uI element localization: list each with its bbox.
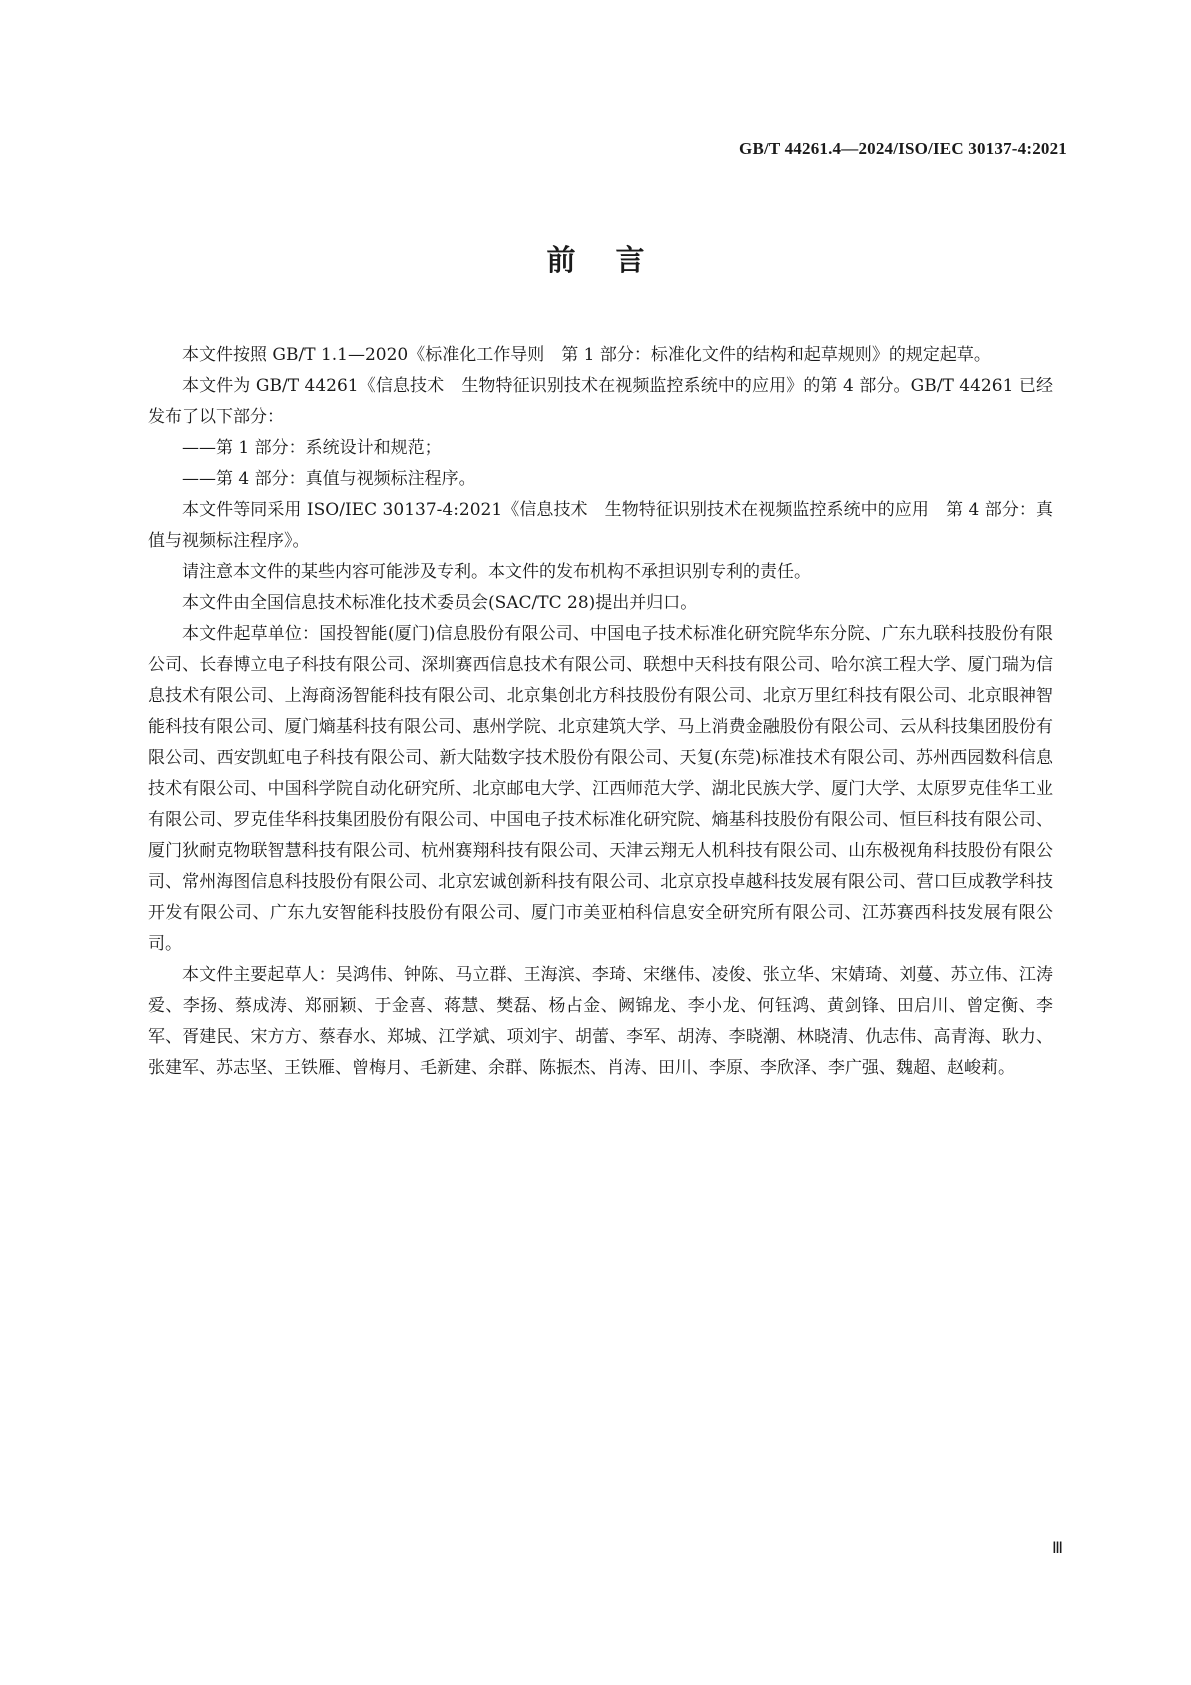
paragraph-drafters: 本文件主要起草人：吴鸿伟、钟陈、马立群、王海滨、李琦、宋继伟、凌俊、张立华、宋婧琦、刘蔓、苏立伟、江涛爱、李扬、蔡成涛、郑丽颖、于金喜、蒋慧、樊磊、杨占金、阙锦龙、李小龙、何钰鸿、黄剑锋、田启川、曾定衡、李军、胥建民、宋方方、蔡春水、郑城、江学斌、项刘宇、胡蕾、李军、胡涛、李晓潮、林晓清、仇志伟、高青海、耿力、张建军、苏志坚、王铁雁、曾梅月、毛新建、余群、陈振杰、肖涛、田川、李原、李欣泽、李广强、魏超、赵峻莉。: [148, 965, 1053, 1078]
page-number: Ⅲ: [1051, 1540, 1063, 1557]
paragraph-series-part: 本文件为 GB/T 44261《信息技术 生物特征识别技术在视频监控系统中的应用》的第 4 部分。GB/T 44261 已经发布了以下部分：: [148, 376, 1053, 427]
paragraph-patent-notice: 请注意本文件的某些内容可能涉及专利。本文件的发布机构不承担识别专利的责任。: [182, 562, 811, 582]
paragraph-drafting-rules: 本文件按照 GB/T 1.1—2020《标准化工作导则 第 1 部分：标准化文件的结构和起草规则》的规定起草。: [182, 345, 991, 365]
foreword-body: [148, 340, 1053, 1084]
list-item-part-4: ——第 4 部分：真值与视频标注程序。: [182, 469, 476, 489]
paragraph-drafting-units: 本文件起草单位：国投智能(厦门)信息股份有限公司、中国电子技术标准化研究院华东分院、广东九联科技股份有限公司、长春博立电子科技有限公司、深圳赛西信息技术有限公司、联想中天科技有限公司、哈尔滨工程大学、厦门瑞为信息技术有限公司、上海商汤智能科技有限公司、北京集创北方科技股份有限公司、北京万里红科技有限公司、北京眼神智能科技有限公司、厦门熵基科技有限公司、惠州学院、北京建筑大学、马上消费金融股份有限公司、云从科技集团股份有限公司、西安凯虹电子科技有限公司、新大陆数字技术股份有限公司、天复(东莞)标准技术有限公司、苏州西园数科信息技术有限公司、中国科学院自动化研究所、北京邮电大学、江西师范大学、湖北民族大学、厦门大学、太原罗克佳华工业有限公司、罗克佳华科技集团股份有限公司、中国电子技术标准化研究院、熵基科技股份有限公司、恒巨科技有限公司、厦门狄耐克物联智慧科技有限公司、杭州赛翔科技有限公司、天津云翔无人机科技有限公司、山东极视角科技股份有限公司、常州海图信息科技股份有限公司、北京宏诚创新科技有限公司、北京京投卓越科技发展有限公司、营口巨成教学科技开发有限公司、广东九安智能科技股份有限公司、厦门市美亚柏科信息安全研究所有限公司、江苏赛西科技发展有限公司。: [148, 624, 1053, 954]
document-standard-id: GB/T 44261.4—2024/ISO/IEC 30137-4:2021: [739, 139, 1067, 158]
page-title: 前言: [546, 243, 685, 277]
paragraph-equivalent-adoption: 本文件等同采用 ISO/IEC 30137-4:2021《信息技术 生物特征识别技术在视频监控系统中的应用 第 4 部分：真值与视频标注程序》。: [148, 500, 1053, 551]
paragraph-proposer: 本文件由全国信息技术标准化技术委员会(SAC/TC 28)提出并归口。: [182, 593, 698, 613]
list-item-part-1: ——第 1 部分：系统设计和规范；: [182, 438, 442, 458]
